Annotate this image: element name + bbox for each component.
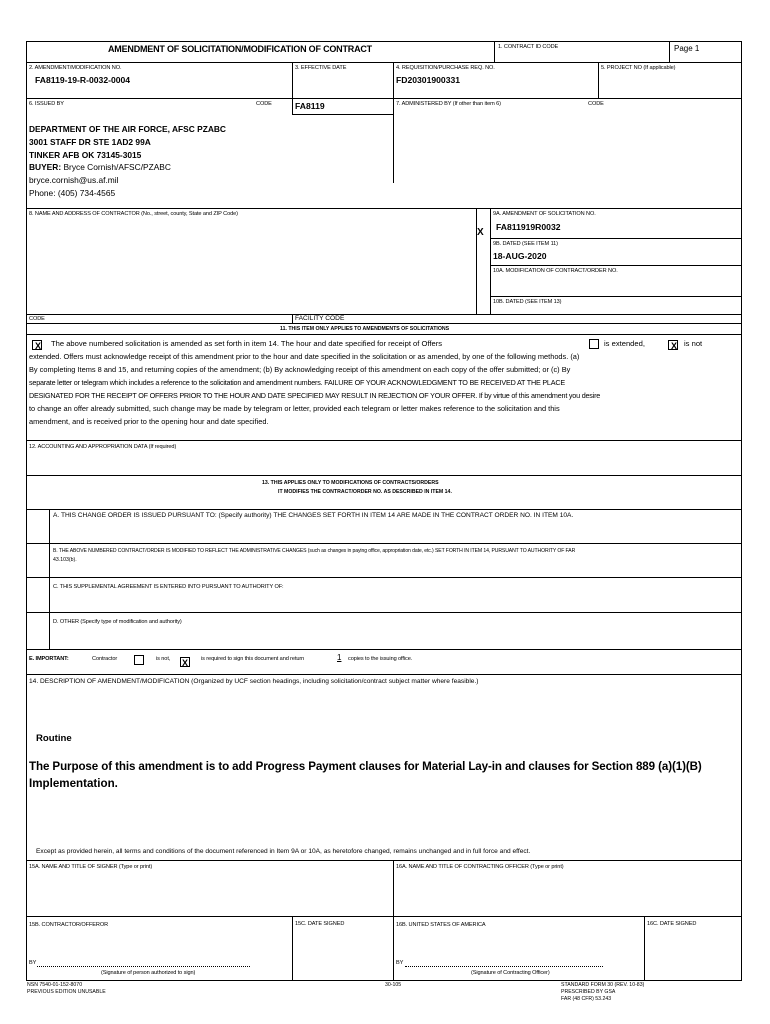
footer-prescribed: PRESCRIBED BY GSA <box>561 989 616 995</box>
offers-check-mark: X <box>35 341 42 351</box>
footer-previous-edition: PREVIOUS EDITION UNUSABLE <box>27 989 106 995</box>
form-title: AMENDMENT OF SOLICITATION/MODIFICATION OF CONTRACT <box>108 44 372 54</box>
page-number: Page 1 <box>674 44 700 53</box>
issued-code-value: FA8119 <box>295 101 325 111</box>
buyer-line <box>29 162 171 172</box>
administered-by-label: 7. ADMINISTERED BY (If other than item 6) <box>396 101 501 107</box>
signature-line-right <box>405 966 603 967</box>
item-13-row-a: A. THIS CHANGE ORDER IS ISSUED PURSUANT TO: (Specify authority) THE CHANGES SET FORTH IN ITEM 14 ARE MADE IN THE CONTRACT ORDER NO. IN ITEM 10A. <box>53 512 574 519</box>
buyer-label: BUYER: <box>29 162 62 172</box>
date-signed-16c-label: 16C. DATE SIGNED <box>647 921 697 927</box>
item-9b-value: 18-AUG-2020 <box>493 251 547 261</box>
administered-code-label: CODE <box>588 101 604 107</box>
footer-code: 30-105 <box>385 982 402 988</box>
except-text: Except as provided herein, all terms and conditions of the document referenced in Item 9A or 10A, as heretofore changed, remains unchanged and in full force and effect. <box>36 848 531 855</box>
facility-code-label: FACILITY CODE <box>295 315 345 322</box>
item-11-heading: 11. THIS ITEM ONLY APPLIES TO AMENDMENTS OF SOLICITATIONS <box>280 326 450 332</box>
item-11-line-4: separate letter or telegram which includes a reference to the solicitation and amendment numbers. FAILURE OF YOUR ACKNOWLEDGMENT TO BE RECEIVED AT THE PLACE <box>29 378 565 387</box>
issued-by-label: 6. ISSUED BY <box>29 101 64 107</box>
amendment-check-mark: X <box>477 227 484 238</box>
project-no-label: 5. PROJECT NO (If applicable) <box>601 65 676 71</box>
by-right: BY <box>396 960 404 966</box>
is-extended-checkbox[interactable] <box>589 339 599 349</box>
united-states-label: 16B. UNITED STATES OF AMERICA <box>396 922 486 928</box>
important-copies-tail: copies to the issuing office. <box>348 656 413 662</box>
item-10a-label: 10A. MODIFICATION OF CONTRACT/ORDER NO. <box>493 268 618 274</box>
footer-standard-form: STANDARD FORM 30 (REV. 10-83) <box>561 982 645 988</box>
issued-code-label: CODE <box>256 101 272 107</box>
routine-text: Routine <box>36 733 72 744</box>
is-not-check-mark: X <box>671 341 678 351</box>
important-copies-count: 1 <box>337 653 342 662</box>
buyer-name: Bryce Cornish/AFSC/PZABC <box>63 162 171 172</box>
item-11-line-7: amendment, and is received prior to the opening hour and date specified. <box>29 417 269 426</box>
amendment-no-label: 2. AMENDMENT/MODIFICATION NO. <box>29 65 122 71</box>
item-13-row-c: C. THIS SUPPLEMENTAL AGREEMENT IS ENTERED INTO PURSUANT TO AUTHORITY OF: <box>53 584 284 590</box>
contractor-required-check-mark: X <box>182 658 189 668</box>
signature-line-left <box>37 966 250 967</box>
contract-id-label: 1. CONTRACT ID CODE <box>498 44 559 50</box>
item-13-heading-2: IT MODIFIES THE CONTRACT/ORDER NO. AS DESCRIBED IN ITEM 14. <box>278 489 452 495</box>
item-11-line-1: The above numbered solicitation is amended as set forth in item 14. The hour and date specified for receipt of Offers <box>51 339 443 348</box>
by-left: BY <box>29 960 37 966</box>
date-signed-15c-label: 15C. DATE SIGNED <box>295 921 345 927</box>
item-11-line-3: By completing Items 8 and 15, and returning copies of the amendment; (b) By acknowledging receipt of this amendment on each copy of the offer submitted; or (c) By <box>29 365 571 374</box>
requisition-value: FD20301900331 <box>396 75 461 85</box>
item-13-row-b-line-2: 43.103(b). <box>53 557 77 563</box>
is-not-label: is not <box>684 339 703 348</box>
item-11-line-5: DESIGNATED FOR THE RECEIPT OF OFFERS PRIOR TO THE HOUR AND DATE SPECIFIED MAY RESULT IN REJECTION OF YOUR OFFER. If by virtue of this amendment you desire <box>29 391 601 400</box>
requisition-label: 4. REQUISITION/PURCHASE REQ. NO. <box>396 65 495 71</box>
item-11-line-2: extended. Offers must acknowledge receipt of this amendment prior to the hour and date specified in the solicitation or as amended, by one of the following methods. (a) <box>29 352 580 361</box>
footer-far: FAR (48 CFR) 53.243 <box>561 996 612 1002</box>
contracting-officer-label: 16A. NAME AND TITLE OF CONTRACTING OFFICER (Type or print) <box>396 864 564 870</box>
footer-nsn: NSN 7540-01-152-8070 <box>27 982 83 988</box>
purpose-line-2: Implementation. <box>29 777 118 790</box>
important-is-required: is required to sign this document and return <box>201 656 305 662</box>
description-label: 14. DESCRIPTION OF AMENDMENT/MODIFICATION (Organized by UCF section headings, including solicitation/contract subject matter where feasible.) <box>29 678 479 685</box>
contractor-is-not-checkbox[interactable] <box>134 655 144 665</box>
item-10b-label: 10B. DATED (SEE ITEM 13) <box>493 299 562 305</box>
item-9a-value: FA811919R0032 <box>496 222 561 232</box>
issuer-line-2: 3001 STAFF DR STE 1AD2 99A <box>29 137 151 147</box>
important-is-not: is not, <box>156 656 171 662</box>
signature-caption-right: (Signature of Contracting Officer) <box>471 970 550 976</box>
purpose-line-1: The Purpose of this amendment is to add Progress Payment clauses for Material Lay-in and clauses for Section 889 (a)(1)(B) <box>29 760 702 773</box>
item-9a-label: 9A. AMENDMENT OF SOLICITATION NO. <box>493 211 596 217</box>
is-extended-label: is extended, <box>604 339 645 348</box>
item-9b-label: 9B. DATED (SEE ITEM 11) <box>493 241 558 247</box>
item-13-row-b-line-1: B. THE ABOVE NUMBERED CONTRACT/ORDER IS MODIFIED TO REFLECT THE ADMINISTRATIVE CHANGES (such as changes in paying office, appropriation date, etc.) SET FORTH IN ITEM 14, PURSUANT TO AUTHORITY OF FAR <box>53 548 576 554</box>
signer-name-label: 15A. NAME AND TITLE OF SIGNER (Type or print) <box>29 864 153 870</box>
buyer-email: bryce.cornish@us.af.mil <box>29 175 119 185</box>
contractor-name-label: 8. NAME AND ADDRESS OF CONTRACTOR (No., street, county, State and ZIP Code) <box>29 211 238 217</box>
contractor-offeror-label: 15B. CONTRACTOR/OFFEROR <box>29 922 109 928</box>
item-13-heading-1: 13. THIS APPLIES ONLY TO MODIFICATIONS OF CONTRACTS/ORDERS <box>262 480 439 486</box>
item-11-line-6: to change an offer already submitted, such change may be made by telegram or letter, provided each telegram or letter makes reference to the solicitation and this <box>29 404 560 413</box>
issuer-line-3: TINKER AFB OK 73145-3015 <box>29 150 142 160</box>
amendment-no-value: FA8119-19-R-0032-0004 <box>35 75 131 85</box>
item-13-row-d: D. OTHER (Specify type of modification and authority) <box>53 619 182 625</box>
signature-caption-left: (Signature of person authorized to sign) <box>101 970 196 976</box>
buyer-phone: Phone: (405) 734-4565 <box>29 188 116 198</box>
accounting-data-label: 12. ACCOUNTING AND APPROPRIATION DATA (If required) <box>29 444 177 450</box>
important-label: E. IMPORTANT: <box>29 656 69 662</box>
contractor-code-label: CODE <box>29 316 45 322</box>
issuer-line-1: DEPARTMENT OF THE AIR FORCE, AFSC PZABC <box>29 124 226 134</box>
effective-date-label: 3. EFFECTIVE DATE <box>295 65 347 71</box>
important-contractor: Contractor <box>92 656 118 662</box>
